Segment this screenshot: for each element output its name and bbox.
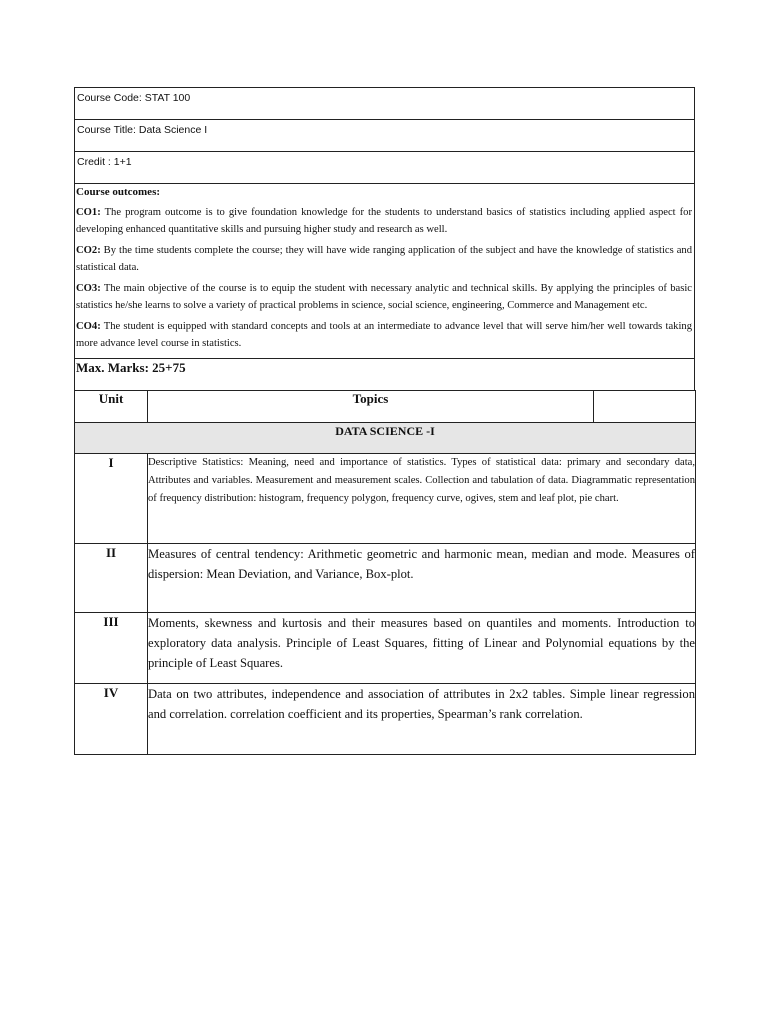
unit-number: I <box>75 454 148 544</box>
outcome-label: CO3: <box>76 283 101 294</box>
outcomes-heading: Course outcomes: <box>76 186 161 198</box>
syllabus-page <box>74 87 695 755</box>
course-title: Course Title: Data Science I <box>74 119 695 151</box>
unit-topics: Measures of central tendency: Arithmetic geometric and harmonic mean, median and mode. Measures of dispersion: Mean Deviation, and Variance, Box-plot. <box>148 544 696 613</box>
unit-number: II <box>75 544 148 613</box>
table-row <box>75 684 696 755</box>
outcome-co3 <box>76 281 692 314</box>
course-credit: Credit : 1+1 <box>74 151 695 183</box>
table-row <box>75 613 696 684</box>
outcome-text: The student is equipped with standard concepts and tools at an intermediate to advance level that will serve him/her well towards taking more advance level course in statistics. <box>76 321 692 349</box>
unit-number: IV <box>75 684 148 755</box>
course-code: Course Code: STAT 100 <box>74 87 695 119</box>
table-header-row <box>75 391 696 423</box>
outcome-label: CO1: <box>76 207 101 218</box>
section-title-row <box>75 423 696 454</box>
section-title: DATA SCIENCE -I <box>75 423 696 454</box>
header-topics: Topics <box>148 391 594 423</box>
table-row <box>75 544 696 613</box>
max-marks: Max. Marks: 25+75 <box>74 358 695 390</box>
outcome-text: The main objective of the course is to equip the student with necessary analytic and technical skills. By applying the principles of basic statistics he/she learns to solve a variety of practical problems in science, social science, engineering, Commerce and Management etc. <box>76 283 692 311</box>
course-outcomes-section <box>74 183 695 358</box>
outcome-text: The program outcome is to give foundation knowledge for the students to understand basics of statistics including applied aspect for developing enhanced quantitative skills and pursuing higher study and research as well. <box>76 207 692 235</box>
unit-number: III <box>75 613 148 684</box>
unit-topics: Descriptive Statistics: Meaning, need and importance of statistics. Types of statistical data: primary and secondary data, Attributes and variables. Measurement and measurement scales. Collection and tabulation of data. Diagrammatic representation of frequency distribution: histogram, frequency polygon, frequency curve, ogives, stem and leaf plot, pie chart. <box>148 454 696 544</box>
unit-topics: Moments, skewness and kurtosis and their measures based on quantiles and moments. Introduction to exploratory data analysis. Principle of Least Squares, fitting of Linear and Polynomial equations by the principle of Least Squares. <box>148 613 696 684</box>
outcome-co4 <box>76 319 692 352</box>
unit-topics: Data on two attributes, independence and association of attributes in 2x2 tables. Simple linear regression and correlation. correlation coefficient and its properties, Spearman’s rank correlation. <box>148 684 696 755</box>
syllabus-table <box>74 390 696 755</box>
table-row <box>75 454 696 544</box>
outcome-co1 <box>76 205 692 238</box>
outcome-co2 <box>76 243 692 276</box>
outcome-text: By the time students complete the course; they will have wide ranging application of the subject and have the knowledge of statistics and statistical data. <box>76 245 692 273</box>
outcome-label: CO2: <box>76 245 101 256</box>
header-unit: Unit <box>75 391 148 423</box>
header-empty <box>594 391 696 423</box>
outcome-label: CO4: <box>76 321 101 332</box>
